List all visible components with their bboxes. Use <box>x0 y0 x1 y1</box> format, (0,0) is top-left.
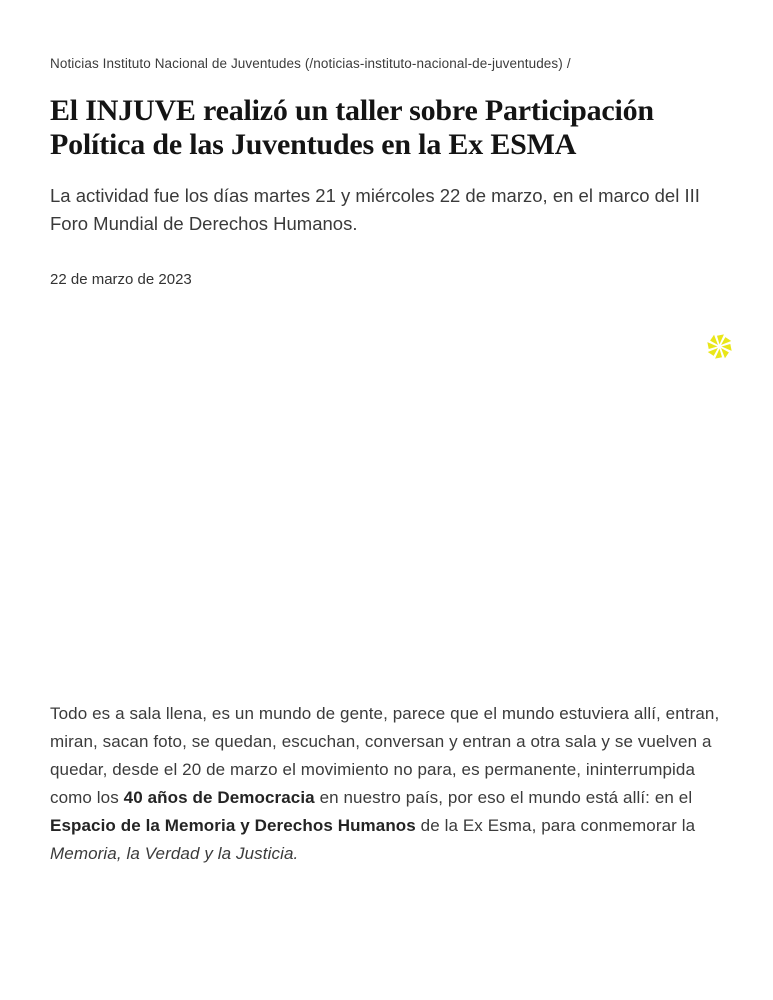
asterisk-spinner-icon <box>706 333 733 360</box>
page-title: El INJUVE realizó un taller sobre Participación Política de las Juventudes en la Ex ESMA <box>50 94 654 161</box>
article-lead: La actividad fue los días martes 21 y miércoles 22 de marzo, en el marco del III Foro Mundial de Derechos Humanos. <box>50 185 700 234</box>
article-date: 22 de marzo de 2023 <box>50 271 192 288</box>
body-text-run-italic: Memoria, la Verdad y la Justicia. <box>50 844 299 863</box>
article-content <box>0 55 773 868</box>
body-text-run-normal: de la Ex Esma, para conmemorar la <box>415 816 696 835</box>
body-text-run-bold: 40 años de Democracia <box>123 788 315 807</box>
body-text-run-bold: Espacio de la Memoria y Derechos Humanos <box>50 816 416 835</box>
article-image-placeholder <box>50 290 723 700</box>
breadcrumb-separator: / <box>566 56 571 71</box>
article-body-paragraph <box>50 700 723 868</box>
body-text-run-normal: en nuestro país, por eso el mundo está allí: en el <box>314 788 693 807</box>
body-text-run-normal: Todo es a sala llena, es un mundo de gente, parece que el mundo estuviera allí, entran, miran, sacan foto, se quedan, escuchan, conversan y entran a otra sala y se vuelven a quedar, desde el 20 de marzo el movimiento no para, es permanente, ininterrumpida como los <box>50 704 720 807</box>
breadcrumb-link-noticias[interactable]: Noticias Instituto Nacional de Juventudes (/noticias-instituto-nacional-de-juventudes) <box>50 56 563 71</box>
breadcrumb <box>50 55 723 73</box>
